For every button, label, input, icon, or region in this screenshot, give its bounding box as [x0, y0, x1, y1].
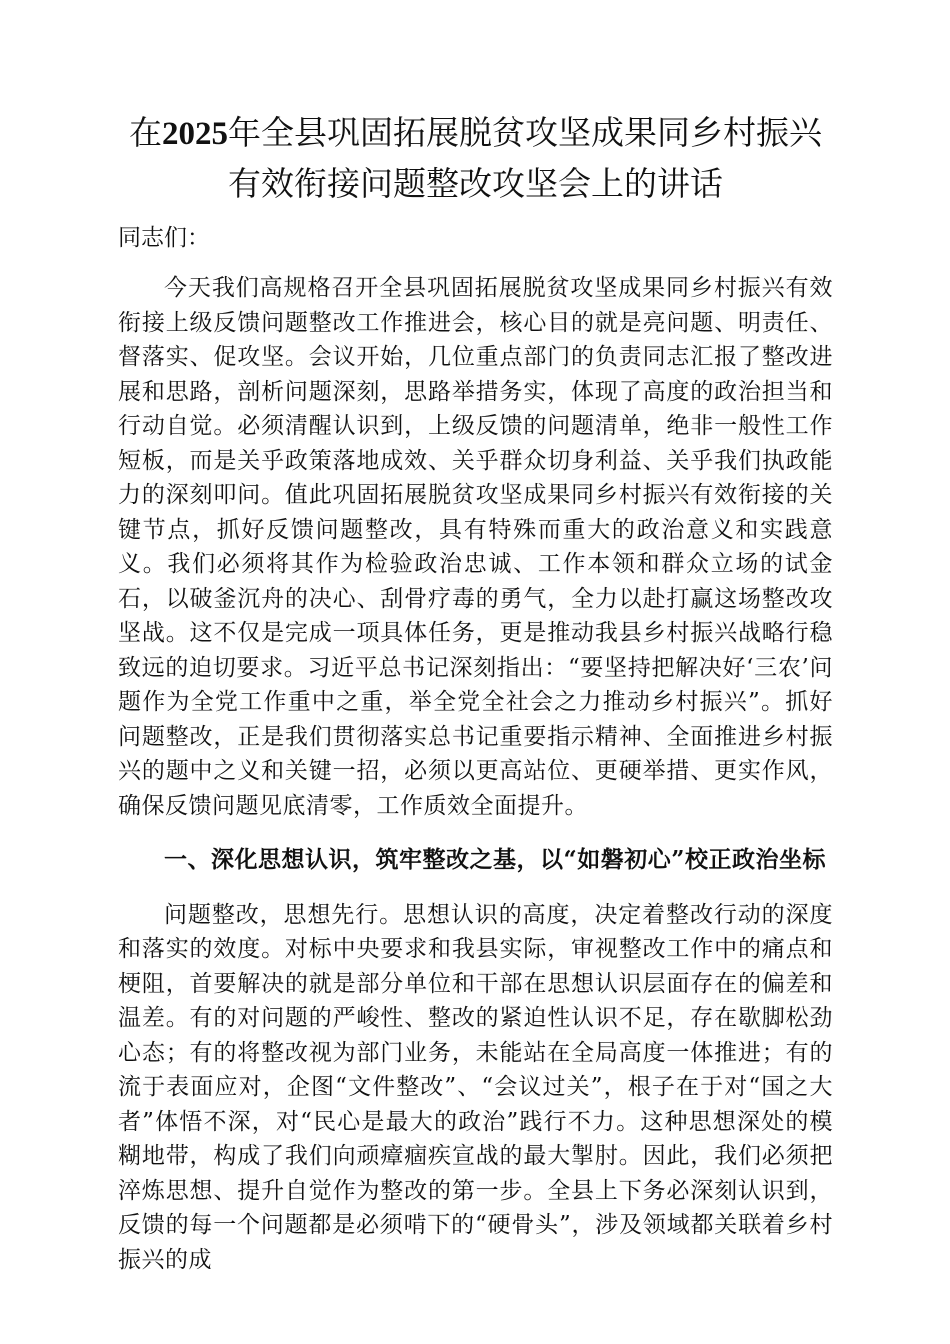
document-page [118, 108, 833, 1277]
document-title [118, 108, 833, 209]
salutation: 同志们： [118, 225, 210, 251]
title-year: 2025 [162, 116, 228, 152]
title-prefix: 在 [129, 113, 162, 152]
body-paragraph: 问题整改，思想先行。思想认识的高度，决定着整改行动的深度和落实的效度。对标中央要求和我县实际，审视整改工作中的痛点和梗阻，首要解决的就是部分单位和干部在思想认识层面存在的偏差和温差。有的对问题的严峻性、整改的紧迫性认识不足，存在歇脚松劲心态；有的将整改视为部门业务，未能站在全局高度一体推进；有的流于表面应对，企图“文件整改”、“会议过关”，根子在于对“国之大者”体悟不深，对“民心是最大的政治”践行不力。这种思想深处的模糊地带，构成了我们向顽瘴痼疾宣战的最大掣肘。因此，我们必须把淬炼思想、提升自觉作为整改的第一步。全县上下务必深刻认识到，反馈的每一个问题都是必须啃下的“硬骨头”，涉及领域都关联着乡村振兴的成 [118, 901, 833, 1273]
body-paragraph: 今天我们高规格召开全县巩固拓展脱贫攻坚成果同乡村振兴有效衔接上级反馈问题整改工作推进会，核心目的就是亮问题、明责任、督落实、促攻坚。会议开始，几位重点部门的负责同志汇报了整改进展和思路，剖析问题深刻，思路举措务实，体现了高度的政治担当和行动自觉。必须清醒认识到，上级反馈的问题清单，绝非一般性工作短板，而是关乎政策落地成效、关乎群众切身利益、关乎我们执政能力的深刻叩问。值此巩固拓展脱贫攻坚成果同乡村振兴有效衔接的关键节点，抓好反馈问题整改，具有特殊而重大的政治意义和实践意义。我们必须将其作为检验政治忠诚、工作本领和群众立场的试金石，以破釜沉舟的决心、刮骨疗毒的勇气，全力以赴打赢这场整改攻坚战。这不仅是完成一项具体任务，更是推动我县乡村振兴战略行稳致远的迫切要求。习近平总书记深刻指出：“要坚持把解决好‘三农’问题作为全党工作重中之重，举全党全社会之力推动乡村振兴”。抓好问题整改，正是我们贯彻落实总书记重要指示精神、全面推进乡村振兴的题中之义和关键一招，必须以更高站位、更硬举措、更实作风，确保反馈问题见底清零，工作质效全面提升。 [118, 275, 833, 819]
section-heading: 一、深化思想认识，筑牢整改之基，以“如磐初心”校正政治坐标 [164, 846, 826, 873]
title-rest: 年全县巩固拓展脱贫攻坚成果同乡村振兴有效衔接问题整改攻坚会上的讲话 [228, 113, 822, 203]
